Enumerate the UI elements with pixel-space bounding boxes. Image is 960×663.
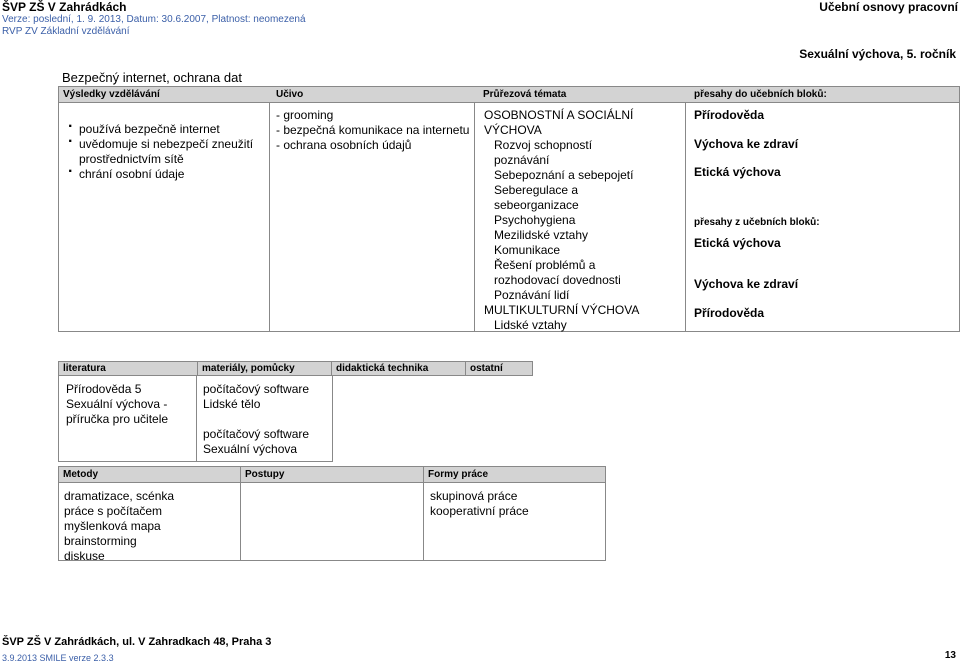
forms-list (430, 489, 529, 519)
list-item: diskuse (64, 549, 105, 563)
overlap-to-item: Výchova ke zdraví (694, 137, 799, 151)
themes-list (484, 108, 648, 333)
list-item: Poznávání lidí (494, 288, 570, 302)
section-title: Bezpečný internet, ochrana dat (62, 70, 242, 85)
column-divider (240, 482, 241, 561)
overlap-to-item: Etická výchova (694, 165, 781, 179)
subject-grade: Sexuální výchova, 5. ročník (799, 47, 956, 61)
list-item: - grooming (276, 108, 334, 122)
version-info: Verze: poslední, 1. 9. 2013, Datum: 30.6.2007, Platnost: neomezená (2, 14, 306, 25)
list-item: Komunikace (494, 243, 561, 257)
list-item: Rozvoj schopností poznávání (494, 138, 593, 167)
list-item: kooperativní práce (430, 504, 529, 518)
header-forms: Formy práce (423, 466, 606, 483)
overlap-from-item: Přírodověda (694, 306, 765, 320)
theme-heading: MULTIKULTURNÍ VÝCHOVA (484, 303, 640, 317)
materials-list (203, 382, 309, 457)
column-divider (423, 482, 424, 561)
list-item: Sexuální výchova - (66, 397, 168, 411)
list-item: Seberegulace a sebeorganizace (494, 183, 579, 212)
footer-address: ŠVP ZŠ V Zahrádkách, ul. V Zahradkach 48, Praha 3 (2, 636, 272, 648)
rvp-info: RVP ZV Základní vzdělávání (2, 26, 130, 37)
list-item: Mezilidské vztahy (494, 228, 589, 242)
list-item: Sexuální výchova (203, 442, 298, 456)
header-overlaps-to: přesahy do učebních bloků: (694, 89, 827, 100)
school-name: ŠVP ZŠ V Zahrádkách (2, 0, 127, 14)
list-item: Sebepoznání a sebepojetí (494, 168, 634, 182)
list-item: skupinová práce (430, 489, 518, 503)
list-item: myšlenková mapa (64, 519, 161, 533)
list-item: · chrání osobní údaje (66, 167, 264, 182)
footer-generator: 3.9.2013 SMILE verze 2.3.3 (2, 653, 114, 663)
list-item: počítačový software (203, 382, 310, 396)
list-item: příručka pro učitele (66, 412, 169, 426)
list-spacer (203, 412, 309, 427)
list-item: dramatizace, scénka (64, 489, 175, 503)
list-item: · používá bezpečně internet (66, 122, 264, 137)
overlap-to-item: Přírodověda (694, 108, 765, 122)
header-methods: Metody (58, 466, 241, 483)
list-item: Přírodověda 5 (66, 382, 142, 396)
list-item: Lidské tělo (203, 397, 261, 411)
page-number: 13 (944, 650, 956, 661)
header-themes: Průřezová témata (483, 89, 567, 100)
header-procedures: Postupy (240, 466, 424, 483)
list-item: brainstorming (64, 534, 137, 548)
curriculum-list (276, 108, 472, 153)
list-item: počítačový software (203, 427, 310, 441)
methods-list (64, 489, 174, 564)
overlap-from-item: Výchova ke zdraví (694, 277, 799, 291)
header-literature: literatura (58, 361, 198, 376)
header-technique: didaktická technika (331, 361, 466, 376)
header-other: ostatní (465, 361, 533, 376)
outcomes-list (66, 122, 264, 182)
list-item: Psychohygiena (494, 213, 576, 227)
overlaps-from-label: přesahy z učebních bloků: (694, 217, 820, 228)
list-item: práce s počítačem (64, 504, 163, 518)
header-curriculum: Učivo (276, 89, 304, 100)
list-item: · uvědomuje si nebezpečí zneužití prostřednictvím sítě (66, 137, 264, 167)
column-divider (685, 102, 686, 332)
column-divider (269, 102, 270, 332)
literature-list (66, 382, 168, 427)
list-item: Lidské vztahy (494, 318, 567, 332)
header-outcomes: Výsledky vzdělávání (63, 89, 160, 100)
header-materials: materiály, pomůcky (197, 361, 332, 376)
list-item: - bezpečná komunikace na internetu (276, 123, 470, 137)
theme-heading: OSOBNOSTNÍ A SOCIÁLNÍ VÝCHOVA (484, 108, 634, 137)
overlap-from-item: Etická výchova (694, 236, 781, 250)
list-item: Řešení problémů a rozhodovací dovednosti (494, 258, 621, 287)
document-title: Učební osnovy pracovní (819, 0, 958, 14)
list-item: - ochrana osobních údajů (276, 138, 412, 152)
column-divider (474, 102, 475, 332)
